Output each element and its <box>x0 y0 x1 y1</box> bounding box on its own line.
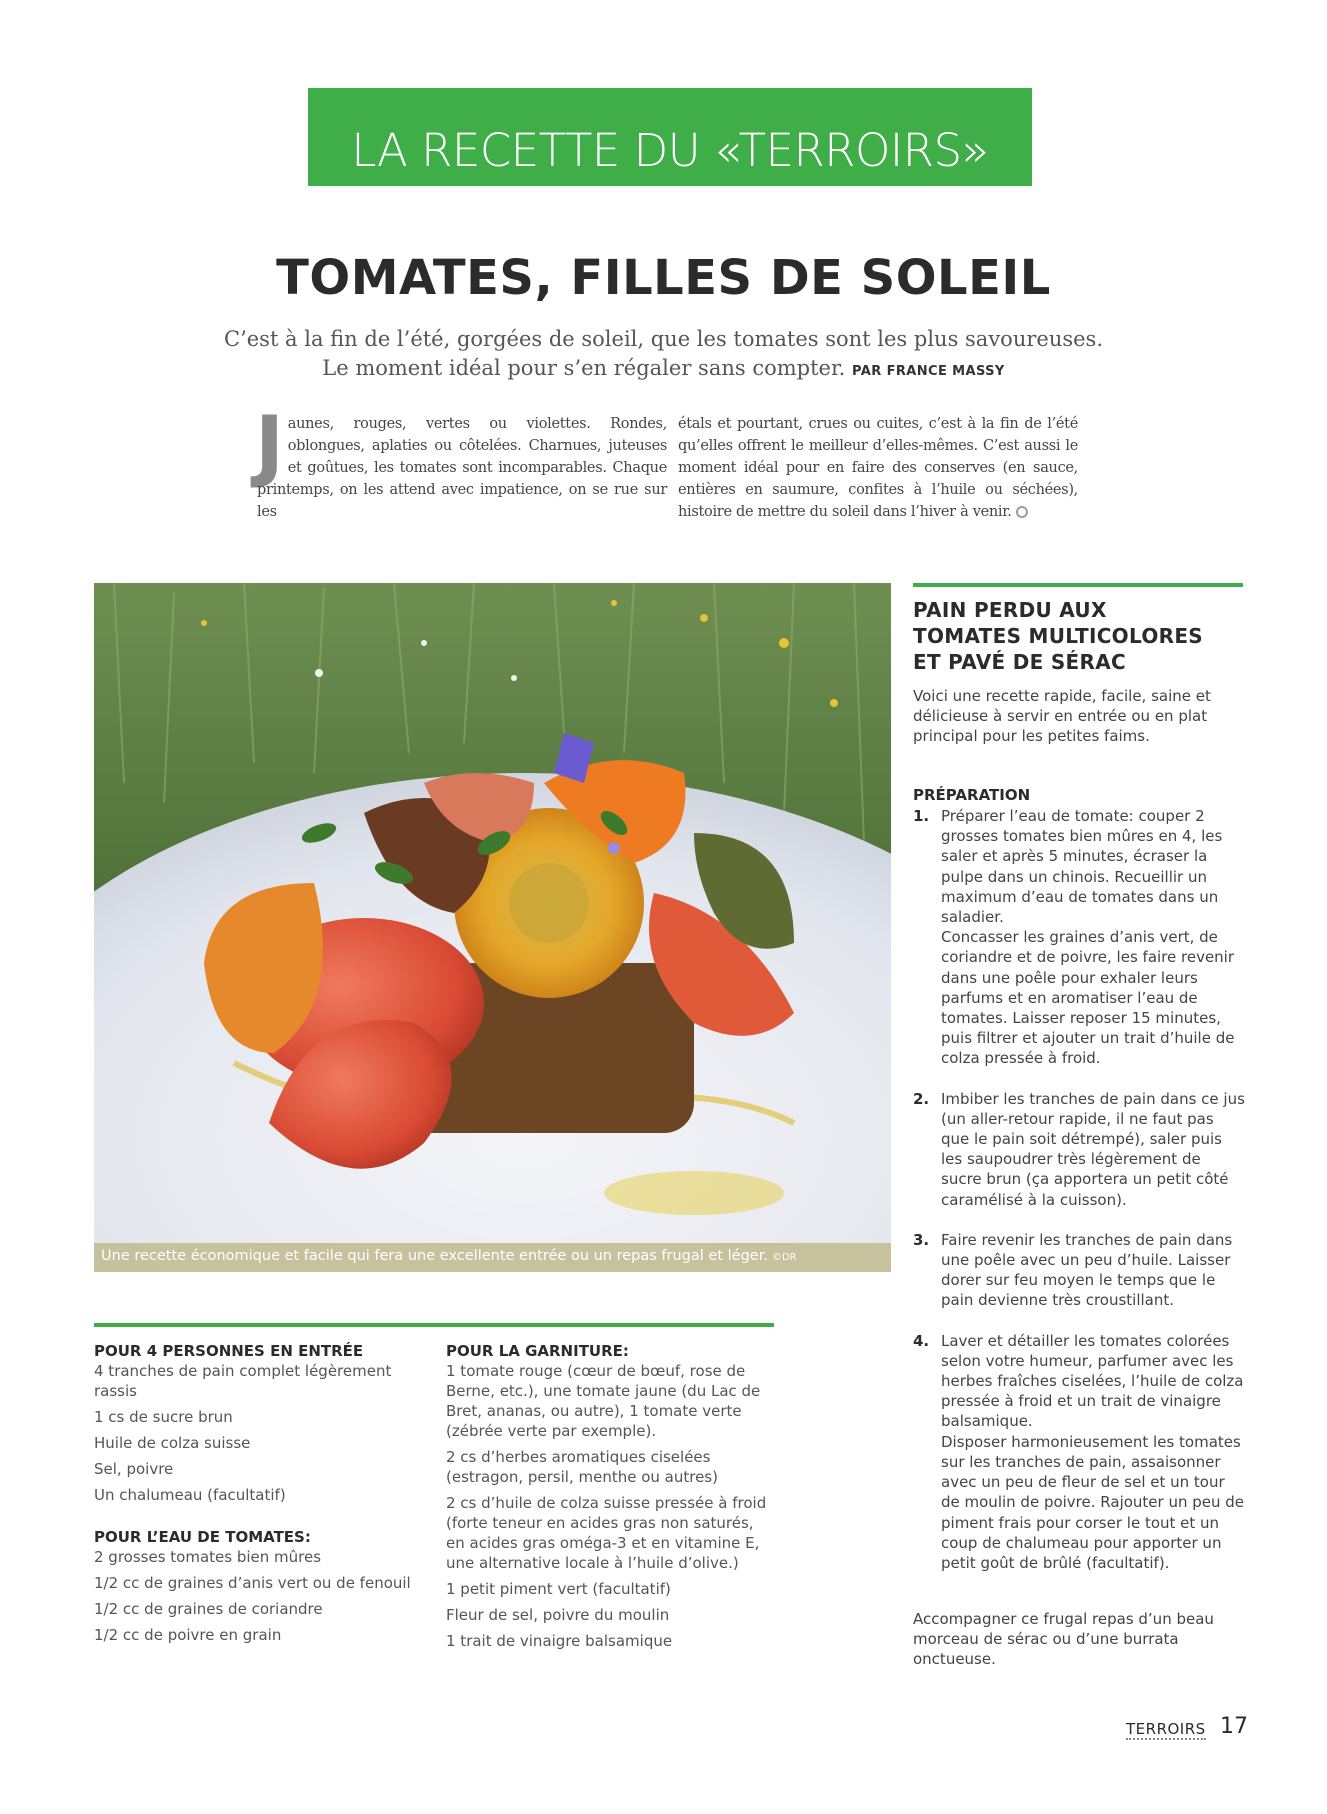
intro-text-2: étals et pourtant, crues ou cuites, c’est à la fin de l’été qu’elles offrent le meilleur d’elles-mêmes. C’est aussi le moment idéal pour en faire des conserves (en sauce, entières en saumure, confites à l’huile ou séchées), histoire de mettre du soleil dans l’hiver à venir. <box>678 416 1078 520</box>
dek-line-1: C’est à la fin de l’été, gorgées de soleil, que les tomates sont les plus savoureuses. <box>224 327 1103 351</box>
recipe-title-line-3: ET PAVÉ DE SÉRAC <box>913 650 1126 674</box>
step-2 <box>913 1089 1245 1210</box>
photo-caption-bar <box>94 1243 891 1272</box>
step-text-continued: Disposer harmonieusement les tomates sur les tranches de pain, assaisonner avec un peu de fleur de sel et un tour de moulin de poivre. Rajouter un peu de piment frais pour corser le tout et un coup de chalumeau pour apporter un petit goût de brûlé (facultatif). <box>941 1432 1245 1572</box>
step-1 <box>913 806 1245 1069</box>
ingredients-heading-garnish: POUR LA GARNITURE: <box>446 1342 629 1360</box>
preparation-steps <box>913 806 1245 1593</box>
page-number: 17 <box>1220 1714 1248 1739</box>
recipe-photo <box>94 583 891 1272</box>
ingredient-item: 4 tranches de pain complet légèrement rassis <box>94 1362 392 1400</box>
recipe-title-line-1: PAIN PERDU AUX <box>913 598 1107 622</box>
ingredient-item: 1 petit piment vert (facultatif) <box>446 1580 671 1598</box>
photo-caption <box>101 1248 797 1264</box>
ingredient-item: Huile de colza suisse <box>94 1434 251 1452</box>
preparation-heading: PRÉPARATION <box>913 786 1031 804</box>
ingredient-item: 2 cs d’herbes aromatiques ciselées (estragon, persil, menthe ou autres) <box>446 1448 718 1486</box>
step-number: 3. <box>913 1230 930 1249</box>
intro-column-1 <box>255 401 667 523</box>
article-title: TOMATES, FILLES DE SOLEIL <box>276 250 1051 306</box>
intro-column-2 <box>678 413 1078 523</box>
ingredient-item: 1 trait de vinaigre balsamique <box>446 1632 673 1650</box>
step-text-continued: Concasser les graines d’anis vert, de coriandre et de poivre, les faire revenir dans une poêle pour exhaler leurs parfums et en aromatiser l’eau de tomates. Laisser reposer 15 minutes, puis filtrer et ajouter un trait d’huile de colza pressée à froid. <box>941 928 1235 1068</box>
footer-brand: TERROIRS <box>1126 1720 1206 1738</box>
ingredients-top-rule <box>94 1323 774 1327</box>
recipe-photo-illustration <box>94 583 891 1272</box>
section-banner-text: LA RECETTE DU «TERROIRS» <box>351 124 989 177</box>
ingredients-column-1 <box>94 1341 424 1651</box>
sidebar-top-rule <box>913 583 1243 587</box>
step-number: 1. <box>913 807 930 825</box>
ingredients-heading-servings: POUR 4 PERSONNES EN ENTRÉE <box>94 1342 364 1360</box>
ingredient-item: 1/2 cc de graines d’anis vert ou de fenouil <box>94 1574 411 1592</box>
article-dek <box>200 325 1127 386</box>
ingredient-item: 1 tomate rouge (cœur de bœuf, rose de Berne, etc.), une tomate jaune (du Lac de Bret, ananas, ou autre), 1 tomate verte (zébrée verte par exemple). <box>446 1362 761 1440</box>
ingredient-item: 2 grosses tomates bien mûres <box>94 1548 322 1566</box>
photo-caption-text: Une recette économique et facile qui fera une excellente entrée ou un repas frugal et léger. <box>101 1248 768 1264</box>
end-mark-icon <box>1016 506 1028 518</box>
dek-line-2 <box>200 354 1127 386</box>
recipe-title <box>913 597 1203 675</box>
step-text: Préparer l’eau de tomate: couper 2 grosses tomates bien mûres en 4, les saler et après 5 minutes, écraser la pulpe dans un chinois. Recueillir un maximum d’eau de tomates dans un saladier. <box>941 807 1223 927</box>
intro-text-1: aunes, rouges, vertes ou violettes. Rondes, oblongues, aplaties ou côtelées. Charnues, juteuses et goûtues, les tomates sont incomparables. Chaque printemps, on les attend avec impatience, on se rue sur les <box>257 416 667 520</box>
section-banner <box>308 88 1032 186</box>
ingredient-item: 1 cs de sucre brun <box>94 1408 233 1426</box>
ingredients-heading-tomato-water: POUR L’EAU DE TOMATES: <box>94 1528 311 1546</box>
ingredient-item: Sel, poivre <box>94 1460 174 1478</box>
recipe-closing: Accompagner ce frugal repas d’un beau morceau de sérac ou d’une burrata onctueuse. <box>913 1610 1214 1668</box>
step-text: Imbiber les tranches de pain dans ce jus (un aller-retour rapide, il ne faut pas que le pain soit détrempé), saler puis les saupoudrer très légèrement de sucre brun (ça apportera un petit côté caramélisé à la cuisson). <box>941 1089 1245 1209</box>
step-number: 2. <box>913 1089 930 1108</box>
ingredient-item: Un chalumeau (facultatif) <box>94 1486 286 1504</box>
step-3 <box>913 1230 1245 1311</box>
ingredient-item: 2 cs d’huile de colza suisse pressée à froid (forte teneur en acides gras non saturés, en acides gras oméga-3 et en vitamine E, une alternative locale à l’huile d’olive.) <box>446 1494 767 1572</box>
step-text: Laver et détailler les tomates colorées selon votre humeur, parfumer avec les herbes fraîches ciselées, l’huile de colza pressée à froid et un trait de vinaigre balsamique. <box>941 1331 1244 1431</box>
recipe-intro: Voici une recette rapide, facile, saine et délicieuse à servir en entrée ou en plat principal pour les petites faims. <box>913 687 1211 745</box>
ingredient-item: 1/2 cc de graines de coriandre <box>94 1600 323 1618</box>
photo-credit: ©DR <box>771 1252 797 1263</box>
ingredient-item: Fleur de sel, poivre du moulin <box>446 1606 670 1624</box>
dropcap: J <box>255 401 284 491</box>
step-text: Faire revenir les tranches de pain dans une poêle avec un peu d’huile. Laisser dorer sur feu moyen le temps que le pain devienne très croustillant. <box>941 1230 1233 1310</box>
step-number: 4. <box>913 1331 930 1350</box>
step-4 <box>913 1331 1245 1573</box>
ingredients-column-2 <box>446 1341 776 1657</box>
ingredient-item: 1/2 cc de poivre en grain <box>94 1626 282 1644</box>
byline: PAR FRANCE MASSY <box>852 364 1005 379</box>
dek-line-2-text: Le moment idéal pour s’en régaler sans compter. <box>322 356 846 380</box>
recipe-title-line-2: TOMATES MULTICOLORES <box>913 624 1203 648</box>
